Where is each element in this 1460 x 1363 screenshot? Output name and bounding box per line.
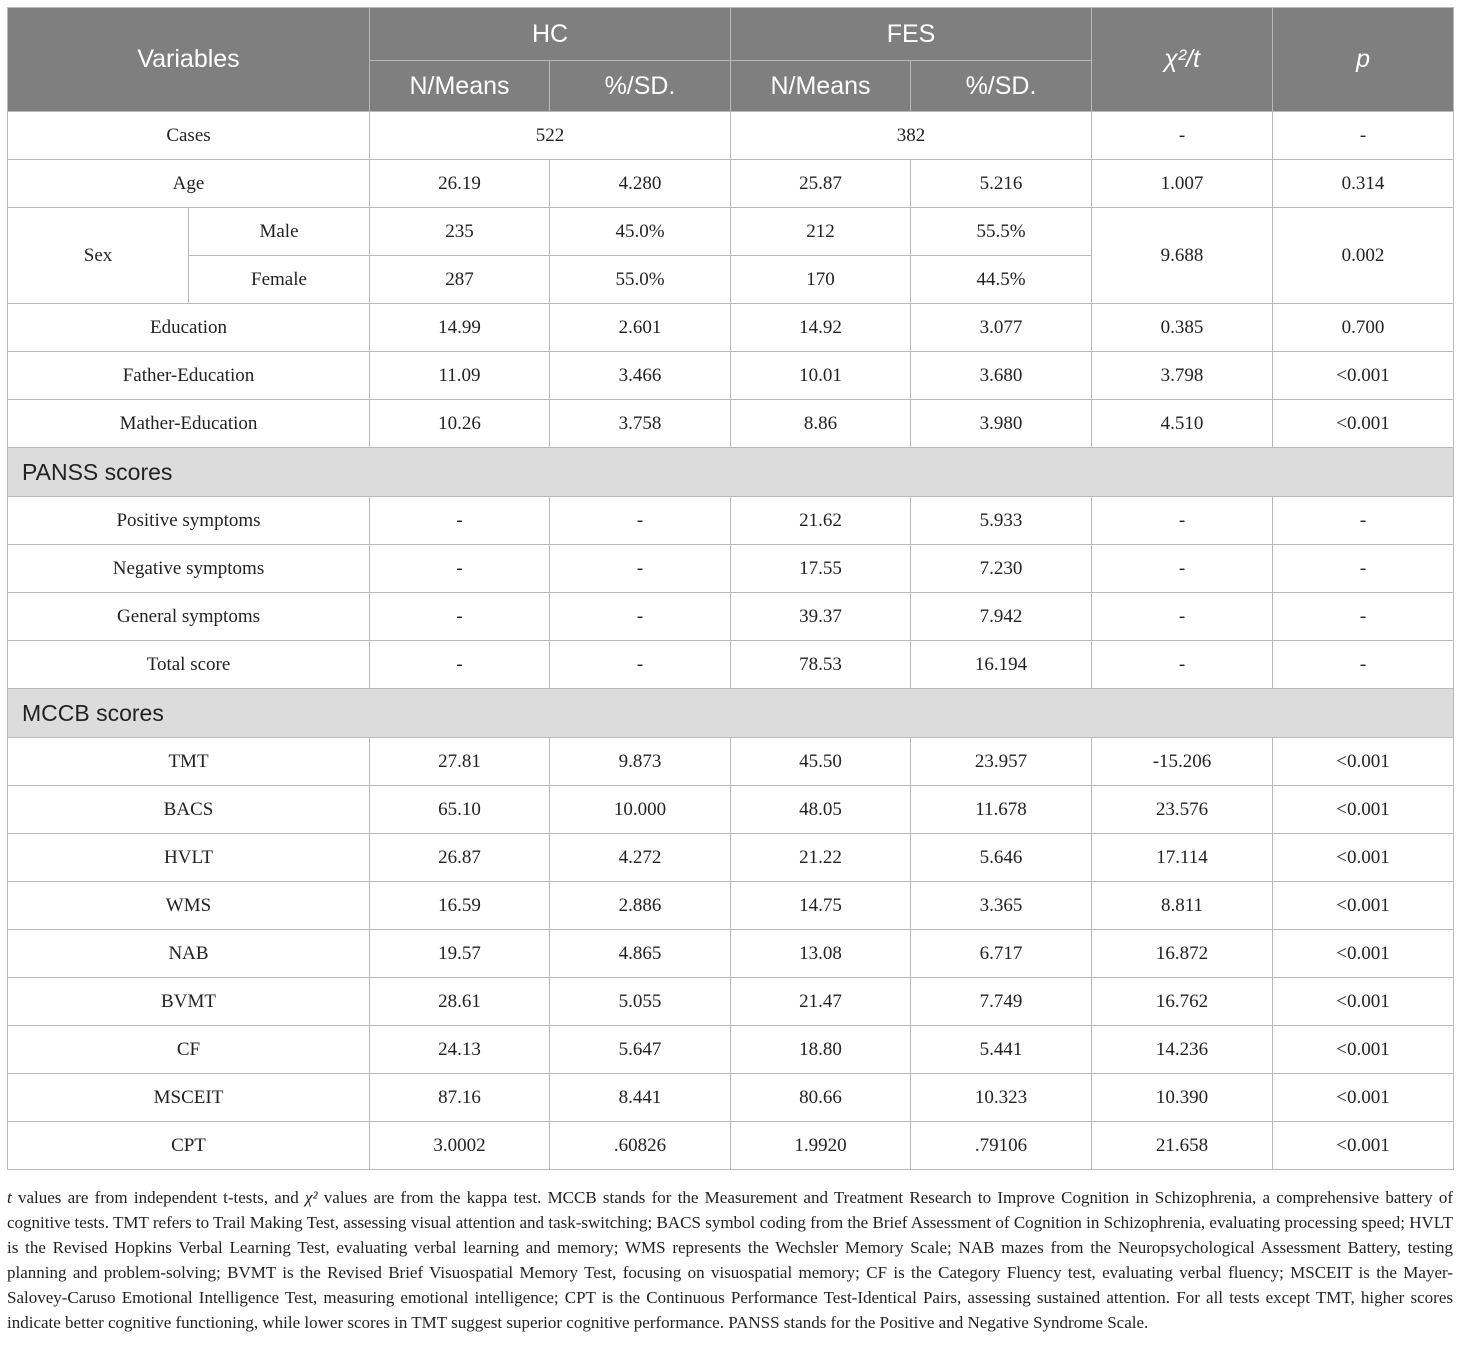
cell-fes-n: 21.22 [731, 834, 911, 882]
footnote-text-2: values are from the kappa test. MCCB stands for the Measurement and Treatment Research to Improve Cognition in Schizophrenia, a comprehensive battery of cognitive tests. TMT refers to Trail Making Test, assessing visual attention and task-switching; BACS symbol coding from the Brief Assessment of Cognition in Schizophrenia, evaluating processing speed; HVLT is the Revised Hopkins Verbal Learning Test, evaluating verbal learning and memory; WMS represents the Wechsler Memory Scale; NAB mazes from the Neuropsychological Assessment Battery, testing planning and problem-solving; BVMT is the Revised Brief Visuospatial Memory Test, focusing on visuospatial memory; CF is the Category Fluency test, evaluating verbal fluency; MSCEIT is the Mayer-Salovey-Caruso Emotional Intelligence Test, measuring emotional intelligence; CPT is the Continuous Performance Test-Identical Pairs, assessing sustained attention. For all tests except TMT, higher scores indicate better cognitive functioning, while lower scores in TMT suggest superior cognitive performance. PANSS stands for the Positive and Negative Syndrome Scale. [7, 1188, 1453, 1332]
cell-fes-n: 21.47 [731, 978, 911, 1026]
cell-fes-n: 80.66 [731, 1074, 911, 1122]
cell-p: <0.001 [1273, 786, 1454, 834]
cell-hc-n: 14.99 [370, 304, 550, 352]
table-row [8, 834, 1454, 882]
cell-chi: - [1092, 497, 1273, 545]
row-label: TMT [8, 738, 370, 786]
header-fes-n-means: N/Means [731, 61, 911, 112]
cell-hc-n: - [370, 545, 550, 593]
row-label: CPT [8, 1122, 370, 1170]
cell-fes-n: 78.53 [731, 641, 911, 689]
cell-hc-sd: 8.441 [550, 1074, 731, 1122]
cell-fes-sd: 7.942 [911, 593, 1092, 641]
cell-chi: 10.390 [1092, 1074, 1273, 1122]
header-hc-n-means: N/Means [370, 61, 550, 112]
cell-fes-n: 21.62 [731, 497, 911, 545]
section-panss [8, 448, 1454, 497]
cell-fes-sd: 11.678 [911, 786, 1092, 834]
cell-fes-cases: 382 [731, 112, 1092, 160]
cell-p: <0.001 [1273, 352, 1454, 400]
cell-hc-sd: - [550, 593, 731, 641]
row-label: HVLT [8, 834, 370, 882]
table-header [8, 8, 1454, 112]
cell-chi: - [1092, 112, 1273, 160]
table-row-sex-male [8, 208, 1454, 256]
cell-fes-sd: 23.957 [911, 738, 1092, 786]
cell-chi: 23.576 [1092, 786, 1273, 834]
cell-p: <0.001 [1273, 978, 1454, 1026]
cell-fes-n: 18.80 [731, 1026, 911, 1074]
row-label: Positive symptoms [8, 497, 370, 545]
cell-hc-sd: 4.865 [550, 930, 731, 978]
row-label-sex: Sex [8, 208, 189, 304]
cell-p: - [1273, 593, 1454, 641]
cell-fes-n: 8.86 [731, 400, 911, 448]
cell-hc-sd: 5.647 [550, 1026, 731, 1074]
row-label: CF [8, 1026, 370, 1074]
table-body [8, 112, 1454, 1170]
cell-hc-n: 19.57 [370, 930, 550, 978]
cell-hc-sd: 3.466 [550, 352, 731, 400]
row-label: General symptoms [8, 593, 370, 641]
cell-fes-sd: 6.717 [911, 930, 1092, 978]
cell-hc-cases: 522 [370, 112, 731, 160]
table-row [8, 593, 1454, 641]
table-row [8, 930, 1454, 978]
row-label: BVMT [8, 978, 370, 1026]
cell-chi: - [1092, 545, 1273, 593]
cell-hc-sd: 5.055 [550, 978, 731, 1026]
cell-hc-sd: 9.873 [550, 738, 731, 786]
cell-fes-n: 1.9920 [731, 1122, 911, 1170]
cell-p: 0.002 [1273, 208, 1454, 304]
cell-chi: 14.236 [1092, 1026, 1273, 1074]
cell-fes-sd: 3.980 [911, 400, 1092, 448]
cell-p: <0.001 [1273, 738, 1454, 786]
cell-hc-n: - [370, 593, 550, 641]
cell-hc-sd: 4.272 [550, 834, 731, 882]
cell-hc-sd: 55.0% [550, 256, 731, 304]
cell-fes-n: 10.01 [731, 352, 911, 400]
row-label: BACS [8, 786, 370, 834]
table-row-mather-education [8, 400, 1454, 448]
cell-fes-sd: 55.5% [911, 208, 1092, 256]
cell-fes-sd: 44.5% [911, 256, 1092, 304]
table-footnote [7, 1185, 1453, 1335]
cell-hc-n: 235 [370, 208, 550, 256]
cell-chi: 1.007 [1092, 160, 1273, 208]
cell-p: <0.001 [1273, 1026, 1454, 1074]
cell-chi: 16.762 [1092, 978, 1273, 1026]
cell-chi: 21.658 [1092, 1122, 1273, 1170]
table-row [8, 1122, 1454, 1170]
cell-hc-n: 87.16 [370, 1074, 550, 1122]
row-label: MSCEIT [8, 1074, 370, 1122]
cell-chi: 0.385 [1092, 304, 1273, 352]
cell-hc-n: 287 [370, 256, 550, 304]
cell-hc-n: 28.61 [370, 978, 550, 1026]
cell-hc-n: 24.13 [370, 1026, 550, 1074]
cell-fes-n: 14.75 [731, 882, 911, 930]
row-sublabel: Male [189, 208, 370, 256]
cell-hc-sd: 2.886 [550, 882, 731, 930]
table-row [8, 545, 1454, 593]
cell-fes-sd: 3.680 [911, 352, 1092, 400]
cell-p: - [1273, 641, 1454, 689]
cell-fes-n: 17.55 [731, 545, 911, 593]
cell-fes-sd: 16.194 [911, 641, 1092, 689]
table-row [8, 1074, 1454, 1122]
cell-hc-sd: 3.758 [550, 400, 731, 448]
cell-fes-sd: 5.216 [911, 160, 1092, 208]
table-row [8, 738, 1454, 786]
table-row-cases [8, 112, 1454, 160]
row-label: Age [8, 160, 370, 208]
row-sublabel: Female [189, 256, 370, 304]
row-label: Mather-Education [8, 400, 370, 448]
cell-fes-sd: 3.077 [911, 304, 1092, 352]
cell-fes-n: 48.05 [731, 786, 911, 834]
cell-p: <0.001 [1273, 1122, 1454, 1170]
cell-fes-sd: 3.365 [911, 882, 1092, 930]
cell-hc-n: - [370, 641, 550, 689]
cell-fes-n: 14.92 [731, 304, 911, 352]
row-label: Cases [8, 112, 370, 160]
row-label: Father-Education [8, 352, 370, 400]
header-variables: Variables [8, 8, 370, 112]
row-label: WMS [8, 882, 370, 930]
cell-fes-n: 25.87 [731, 160, 911, 208]
cell-hc-n: - [370, 497, 550, 545]
cell-chi: - [1092, 641, 1273, 689]
cell-fes-sd: 5.646 [911, 834, 1092, 882]
cell-fes-n: 39.37 [731, 593, 911, 641]
footnote-text-1: values are from independent t-tests, and [11, 1188, 305, 1207]
table-row-father-education [8, 352, 1454, 400]
cell-fes-n: 212 [731, 208, 911, 256]
row-label: NAB [8, 930, 370, 978]
cell-p: <0.001 [1273, 400, 1454, 448]
footnote-t-symbol: t [7, 1188, 12, 1207]
cell-hc-n: 26.87 [370, 834, 550, 882]
cell-hc-n: 26.19 [370, 160, 550, 208]
results-table [7, 7, 1454, 1170]
header-p: p [1273, 8, 1454, 112]
cell-fes-n: 170 [731, 256, 911, 304]
cell-fes-sd: 7.749 [911, 978, 1092, 1026]
cell-chi: 17.114 [1092, 834, 1273, 882]
header-group-hc: HC [370, 8, 731, 61]
cell-chi: 16.872 [1092, 930, 1273, 978]
cell-fes-n: 45.50 [731, 738, 911, 786]
cell-fes-n: 13.08 [731, 930, 911, 978]
footnote-chi-symbol: χ² [305, 1188, 318, 1207]
table-row [8, 978, 1454, 1026]
section-mccb [8, 689, 1454, 738]
header-hc-pct-sd: %/SD. [550, 61, 731, 112]
table-row [8, 786, 1454, 834]
table-row [8, 641, 1454, 689]
cell-hc-sd: - [550, 641, 731, 689]
table-row [8, 1026, 1454, 1074]
header-chi-t: χ²/t [1092, 8, 1273, 112]
cell-p: <0.001 [1273, 834, 1454, 882]
cell-chi: - [1092, 593, 1273, 641]
cell-hc-sd: - [550, 497, 731, 545]
cell-chi: -15.206 [1092, 738, 1273, 786]
cell-p: <0.001 [1273, 930, 1454, 978]
cell-fes-sd: 5.933 [911, 497, 1092, 545]
cell-chi: 3.798 [1092, 352, 1273, 400]
cell-hc-sd: 45.0% [550, 208, 731, 256]
row-label: Negative symptoms [8, 545, 370, 593]
cell-p: - [1273, 497, 1454, 545]
header-fes-pct-sd: %/SD. [911, 61, 1092, 112]
cell-chi: 8.811 [1092, 882, 1273, 930]
cell-fes-sd: .79106 [911, 1122, 1092, 1170]
table-row-education [8, 304, 1454, 352]
cell-hc-sd: 2.601 [550, 304, 731, 352]
cell-p: - [1273, 545, 1454, 593]
cell-hc-n: 11.09 [370, 352, 550, 400]
row-label: Total score [8, 641, 370, 689]
cell-fes-sd: 10.323 [911, 1074, 1092, 1122]
cell-hc-sd: 4.280 [550, 160, 731, 208]
cell-hc-n: 27.81 [370, 738, 550, 786]
row-label: Education [8, 304, 370, 352]
cell-fes-sd: 5.441 [911, 1026, 1092, 1074]
section-title-mccb: MCCB scores [8, 689, 1454, 738]
cell-p: - [1273, 112, 1454, 160]
table-row [8, 882, 1454, 930]
cell-chi: 9.688 [1092, 208, 1273, 304]
section-title-panss: PANSS scores [8, 448, 1454, 497]
table-row [8, 497, 1454, 545]
cell-hc-sd: - [550, 545, 731, 593]
cell-p: <0.001 [1273, 1074, 1454, 1122]
header-group-fes: FES [731, 8, 1092, 61]
cell-fes-sd: 7.230 [911, 545, 1092, 593]
cell-p: 0.314 [1273, 160, 1454, 208]
cell-p: <0.001 [1273, 882, 1454, 930]
cell-chi: 4.510 [1092, 400, 1273, 448]
cell-p: 0.700 [1273, 304, 1454, 352]
table-row-age [8, 160, 1454, 208]
cell-hc-sd: 10.000 [550, 786, 731, 834]
cell-hc-sd: .60826 [550, 1122, 731, 1170]
cell-hc-n: 10.26 [370, 400, 550, 448]
cell-hc-n: 65.10 [370, 786, 550, 834]
cell-hc-n: 16.59 [370, 882, 550, 930]
cell-hc-n: 3.0002 [370, 1122, 550, 1170]
